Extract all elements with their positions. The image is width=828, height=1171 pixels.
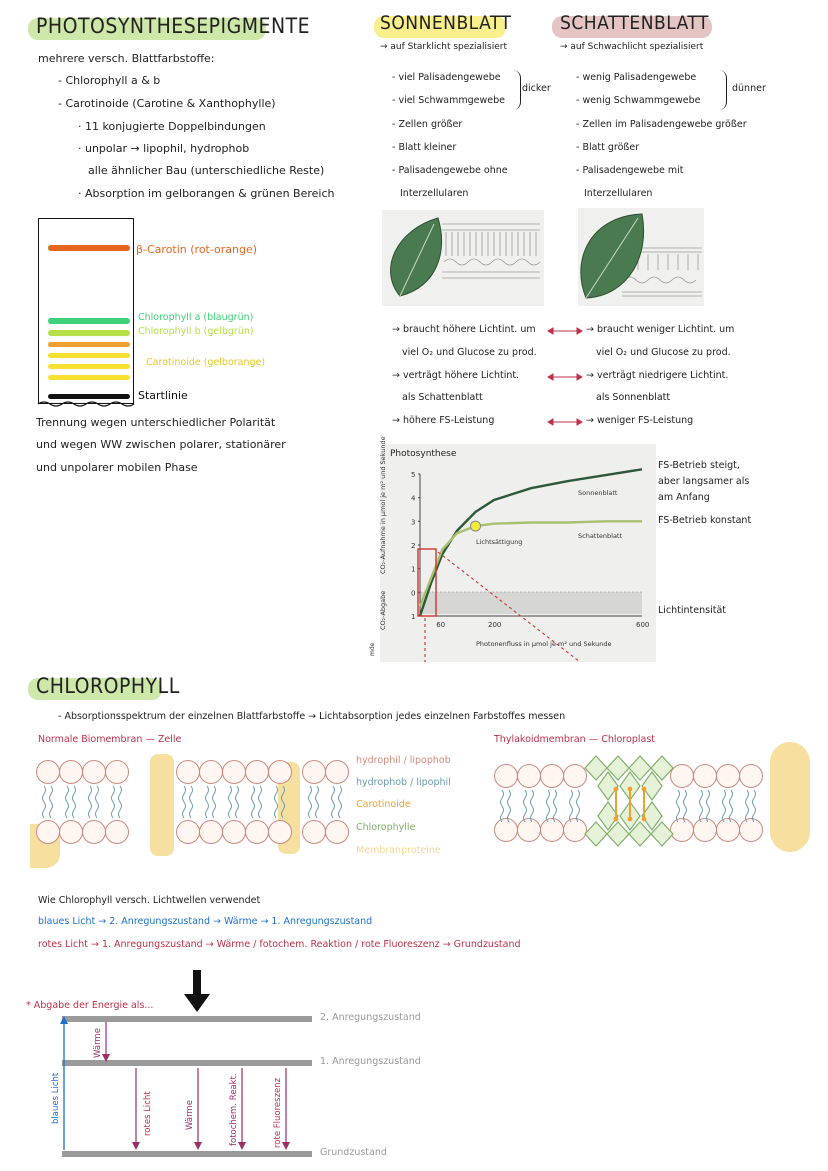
lipid-head — [563, 818, 587, 842]
label-carotinoide: Carotinoide (gelborange) — [146, 357, 266, 368]
y-tick-label: 5 — [411, 471, 416, 479]
band-carotinoid — [48, 342, 130, 347]
shade-item: - Palisadengewebe mit — [576, 165, 684, 176]
thylakoid-label: Thylakoidmembran — Chloroplast — [494, 734, 656, 745]
property-item: · unpolar → lipophil, hydrophob — [78, 142, 250, 155]
label-chlorophyll-a: Chlorophyll a (blaugrün) — [138, 312, 254, 323]
saturation-label: Lichtsättigung — [476, 538, 523, 546]
shade-item: Interzellularen — [584, 188, 653, 199]
lipid-head — [716, 818, 740, 842]
lipid-head — [739, 764, 763, 788]
lipid-tail — [224, 786, 244, 820]
blue-light-path: blaues Licht → 2. Anregungszustand → Wärme → 1. Anregungszustand — [38, 916, 373, 927]
sun-item: - Blatt kleiner — [392, 142, 457, 153]
label-chlorophyll-b: Chlorophyll b (gelbgrün) — [138, 326, 254, 337]
shade-brace-label: dünner — [732, 83, 766, 94]
arrow-label: rotes Licht — [143, 1091, 153, 1136]
lipid-head — [693, 764, 717, 788]
property-item: · 11 konjugierte Doppelbindungen — [78, 120, 266, 133]
lipid-head — [59, 820, 83, 844]
membrane-protein — [150, 754, 174, 856]
lipid-head — [245, 820, 269, 844]
band-chlorophyll-b — [48, 330, 130, 336]
lipid-head — [563, 764, 587, 788]
sun-graph-note: aber langsamer als — [658, 476, 750, 487]
lipid-head — [82, 820, 106, 844]
lipid-head — [245, 760, 269, 784]
shade-item: - Zellen im Palisadengewebe größer — [576, 119, 747, 130]
lipid-head — [302, 760, 326, 784]
lipid-head — [105, 820, 129, 844]
sun-item: - Zellen größer — [392, 119, 463, 130]
y-tick-label: 2 — [411, 542, 416, 550]
sun-item: Interzellularen — [400, 188, 469, 199]
label-beta-carotin: β-Carotin (rot-orange) — [136, 243, 258, 256]
sun-item: - viel Palisadengewebe — [392, 72, 501, 83]
lipid-tail — [565, 790, 585, 818]
x-graph-note: Lichtintensität — [658, 605, 727, 616]
shade-leaf-image — [578, 208, 704, 306]
lipid-tail — [519, 790, 539, 818]
lipid-head — [517, 764, 541, 788]
y-axis-label: CO₂-Aufnahme in μmol je m² und Sekunde — [379, 436, 387, 574]
label-startline: Startlinie — [138, 389, 188, 402]
lipid-head — [105, 760, 129, 784]
lipid-tail — [61, 786, 81, 820]
property-item: · Absorption im gelborangen & grünen Bereich — [78, 187, 335, 200]
sun-title: SONNENBLATT — [380, 12, 512, 34]
compare-arrows — [548, 324, 582, 424]
x-tick-label: 200 — [488, 621, 502, 629]
y-tick-label: 1 — [411, 613, 416, 621]
shade-title: SCHATTENBLATT — [560, 12, 709, 34]
graph-title: Photosynthese — [390, 449, 457, 459]
band-chlorophyll-a — [48, 318, 130, 324]
lipid-tail — [201, 786, 221, 820]
property-item: alle ähnlicher Bau (unterschiedliche Reste) — [88, 164, 325, 177]
level-label: Grundzustand — [320, 1147, 387, 1158]
intro-text: mehrere versch. Blattfarbstoffe: — [38, 52, 215, 65]
shade-item: - Blatt größer — [576, 142, 640, 153]
sun-compare: → verträgt höhere Lichtint. — [392, 370, 520, 381]
sun-subtitle: → auf Starklicht spezialisiert — [380, 42, 507, 52]
energy-caption: * Abgabe der Energie als... — [26, 1000, 154, 1011]
x-axis-label: Photonenfluss in μmol je m² und Sekunde — [476, 640, 612, 648]
x-tick-label: 60 — [436, 621, 446, 629]
lipid-head — [222, 760, 246, 784]
lipid-tail — [695, 790, 715, 818]
level-label: 2. Anregungszustand — [320, 1012, 421, 1023]
lipid-head — [82, 760, 106, 784]
page-title: PHOTOSYNTHESEPIGMENTE — [36, 14, 311, 38]
energy-arrows — [40, 1012, 310, 1158]
legend-membranproteine: Membranproteine — [356, 845, 441, 856]
lipid-head — [199, 760, 223, 784]
arrow-label: rote Fluoreszenz — [273, 1077, 283, 1148]
lipid-head — [199, 820, 223, 844]
y-tick-label: 3 — [411, 518, 416, 527]
lipid-tail — [107, 786, 127, 820]
legend-carotinoide: Carotinoide — [356, 799, 411, 810]
y-tick-label: 1 — [411, 565, 416, 574]
lipid-tail — [542, 790, 562, 818]
lipid-head — [739, 818, 763, 842]
sun-compare: viel O₂ und Glucose zu prod. — [402, 347, 537, 358]
lipid-head — [302, 820, 326, 844]
lipid-head — [176, 760, 200, 784]
shade-compare: → verträgt niedrigere Lichtint. — [586, 370, 729, 381]
lipid-head — [36, 820, 60, 844]
lipid-head — [540, 818, 564, 842]
chlorophyll-item: - Chlorophyll a & b — [58, 74, 161, 87]
lipid-head — [494, 764, 518, 788]
membrane-protein — [770, 742, 810, 852]
photosynthesis-chart — [369, 436, 656, 662]
sun-graph-note: am Anfang — [658, 492, 710, 503]
sun-compare: → höhere FS-Leistung — [392, 415, 495, 426]
sun-series-label: Sonnenblatt — [578, 489, 618, 497]
shade-compare: → braucht weniger Lichtint. um — [586, 324, 735, 335]
lipid-head — [268, 820, 292, 844]
lipid-head — [693, 818, 717, 842]
lipid-tail — [84, 786, 104, 820]
lipid-head — [325, 760, 349, 784]
down-arrow-icon — [182, 970, 212, 1014]
lipid-head — [59, 760, 83, 784]
chlorophyll-title: CHLOROPHYLL — [36, 674, 180, 698]
saturation-point — [471, 521, 481, 531]
legend-chlorophylle: Chlorophylle — [356, 822, 416, 833]
lipid-tail — [270, 786, 290, 820]
lipid-head — [540, 764, 564, 788]
shade-item: - wenig Palisadengewebe — [576, 72, 697, 83]
normal-membrane-diagram — [30, 752, 330, 868]
lipid-head — [36, 760, 60, 784]
legend-hydrophob: hydrophob / lipophil — [356, 777, 451, 788]
red-light-path: rotes Licht → 1. Anregungszustand → Wärme / fotochem. Reaktion / rote Fluoreszenz → Grundzustand — [38, 939, 521, 950]
y-tick-label: 4 — [411, 494, 416, 503]
sun-graph-note: FS-Betrieb steigt, — [658, 460, 740, 471]
shade-compare: als Sonnenblatt — [596, 392, 671, 403]
band-carotinoid — [48, 364, 130, 369]
carotinoide-item: - Carotinoide (Carotine & Xanthophylle) — [58, 97, 276, 110]
band-carotinoid — [48, 375, 130, 380]
shade-brace — [718, 70, 727, 110]
sun-brace-label: dicker — [522, 83, 551, 94]
arrow-label: Wärme — [93, 1028, 103, 1058]
lipid-tail — [304, 786, 324, 820]
x-tick-label: 600 — [636, 621, 650, 629]
light-intro: Wie Chlorophyll versch. Lichtwellen verwendet — [38, 895, 261, 906]
shade-graph-note: FS-Betrieb konstant — [658, 515, 752, 526]
sun-compare: als Schattenblatt — [402, 392, 483, 403]
separation-caption: und wegen WW zwischen polarer, stationärer — [36, 438, 286, 451]
lipid-head — [517, 818, 541, 842]
separation-caption: Trennung wegen unterschiedlicher Polarität — [36, 416, 276, 429]
shade-compare: viel O₂ und Glucose zu prod. — [596, 347, 731, 358]
shade-series-label: Schattenblatt — [578, 532, 623, 540]
lipid-head — [325, 820, 349, 844]
lipid-tail — [38, 786, 58, 820]
band-startline — [48, 394, 130, 399]
negative-zone — [420, 592, 642, 614]
shade-item: - wenig Schwammgewebe — [576, 95, 701, 106]
side-label: mde — [369, 642, 376, 656]
lipid-head — [222, 820, 246, 844]
shade-compare: → weniger FS-Leistung — [586, 415, 694, 426]
band-beta-carotin — [48, 245, 130, 251]
lipid-tail — [741, 790, 761, 818]
y-tick-label: 0 — [411, 589, 416, 598]
sun-brace — [512, 70, 521, 110]
lipid-tail — [327, 786, 347, 820]
y-axis-low-label: CO₂-Abgabe — [379, 590, 387, 630]
arrow-label: blaues Licht — [51, 1072, 61, 1124]
level-label: 1. Anregungszustand — [320, 1056, 421, 1067]
lipid-tail — [178, 786, 198, 820]
chlorophyll-complex — [586, 752, 676, 852]
lipid-tail — [718, 790, 738, 818]
lipid-head — [176, 820, 200, 844]
arrow-label: Wärme — [185, 1100, 195, 1130]
lipid-head — [716, 764, 740, 788]
band-carotinoid — [48, 353, 130, 358]
lipid-tail — [496, 790, 516, 818]
legend-hydrophil: hydrophil / lipophob — [356, 755, 451, 766]
normal-membrane-label: Normale Biomembran — Zelle — [38, 734, 182, 745]
sun-item: - Palisadengewebe ohne — [392, 165, 508, 176]
lipid-head — [268, 760, 292, 784]
sun-compare: → braucht höhere Lichtint. um — [392, 324, 536, 335]
shade-subtitle: → auf Schwachlicht spezialisiert — [560, 42, 704, 52]
lipid-tail — [247, 786, 267, 820]
arrow-label: fotochem. Reakt. — [229, 1073, 239, 1146]
spectrum-text: - Absorptionsspektrum der einzelnen Blattfarbstoffe → Lichtabsorption jedes einzelnen Farbstoffes messen — [58, 711, 566, 722]
sun-item: - viel Schwammgewebe — [392, 95, 505, 106]
separation-caption: und unpolarer mobilen Phase — [36, 461, 198, 474]
solvent-wave — [36, 398, 136, 412]
lipid-head — [494, 818, 518, 842]
sun-leaf-image — [382, 210, 544, 306]
thylakoid-membrane-diagram — [490, 752, 770, 868]
